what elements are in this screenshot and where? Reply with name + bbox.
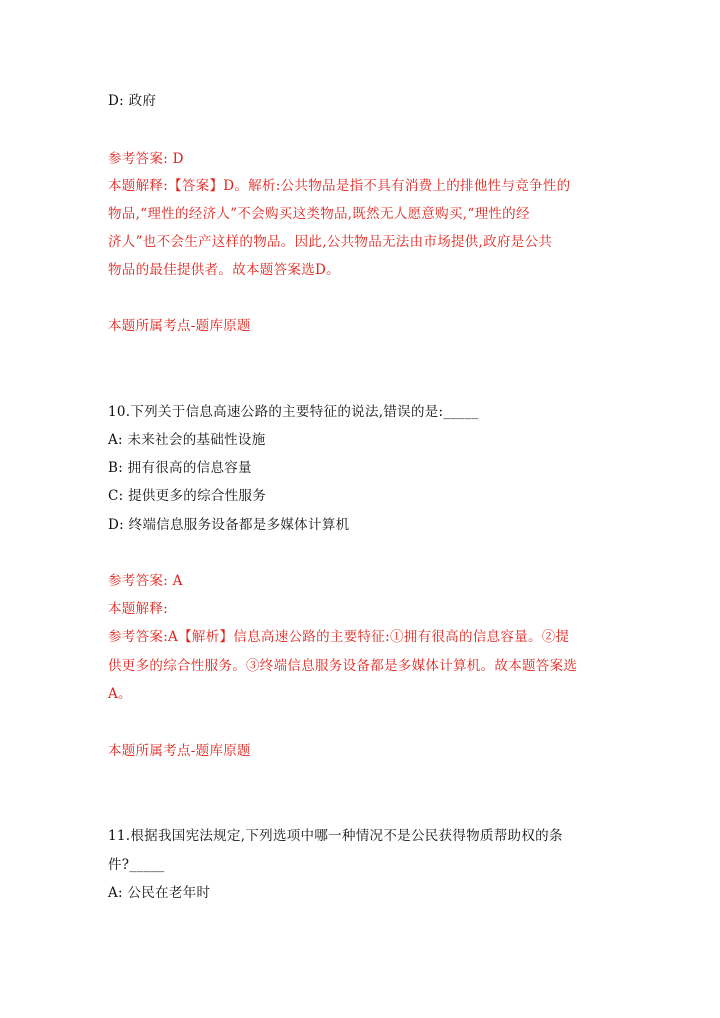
- q10-option-a: A: 未来社会的基础性设施: [108, 432, 266, 448]
- q10-question: 10.下列关于信息高速公路的主要特征的说法,错误的是:_____: [108, 404, 479, 420]
- q11-option-a: A: 公民在老年时: [108, 885, 211, 901]
- q10-option-d: D: 终端信息服务设备都是多媒体计算机: [108, 517, 350, 533]
- q9-explanation-line: 物品的最佳提供者。故本题答案选D。: [108, 262, 340, 278]
- q10-explanation-line: 参考答案:A【解析】信息高速公路的主要特征:①拥有很高的信息容量。②提: [108, 629, 570, 645]
- q10-answer: 参考答案: A: [108, 573, 183, 589]
- q10-explanation-label: 本题解释:: [108, 601, 169, 617]
- q9-explanation-line: 本题解释:【答案】D。解析:公共物品是指不具有消费上的排他性与竞争性的: [108, 178, 571, 194]
- q10-explanation-line: A。: [108, 686, 132, 702]
- q9-explanation-line: 物品,“理性的经济人”不会购买这类物品,既然无人愿意购买,“理性的经: [108, 206, 530, 222]
- q10-option-b: B: 拥有很高的信息容量: [108, 460, 252, 476]
- q9-option-d: D: 政府: [108, 93, 157, 109]
- q9-answer: 参考答案: D: [108, 151, 184, 167]
- q10-explanation-line: 供更多的综合性服务。③终端信息服务设备都是多媒体计算机。故本题答案选: [108, 658, 578, 674]
- q11-question-line: 11.根据我国宪法规定,下列选项中哪一种情况不是公民获得物质帮助权的条: [108, 828, 563, 844]
- q10-option-c: C: 提供更多的综合性服务: [108, 488, 267, 504]
- q10-topic: 本题所属考点-题库原题: [108, 743, 251, 759]
- q11-question-line: 件?_____: [108, 857, 165, 873]
- q9-explanation-line: 济人”也不会生产这样的物品。因此,公共物品无法由市场提供,政府是公共: [108, 234, 553, 250]
- q9-topic: 本题所属考点-题库原题: [108, 318, 251, 334]
